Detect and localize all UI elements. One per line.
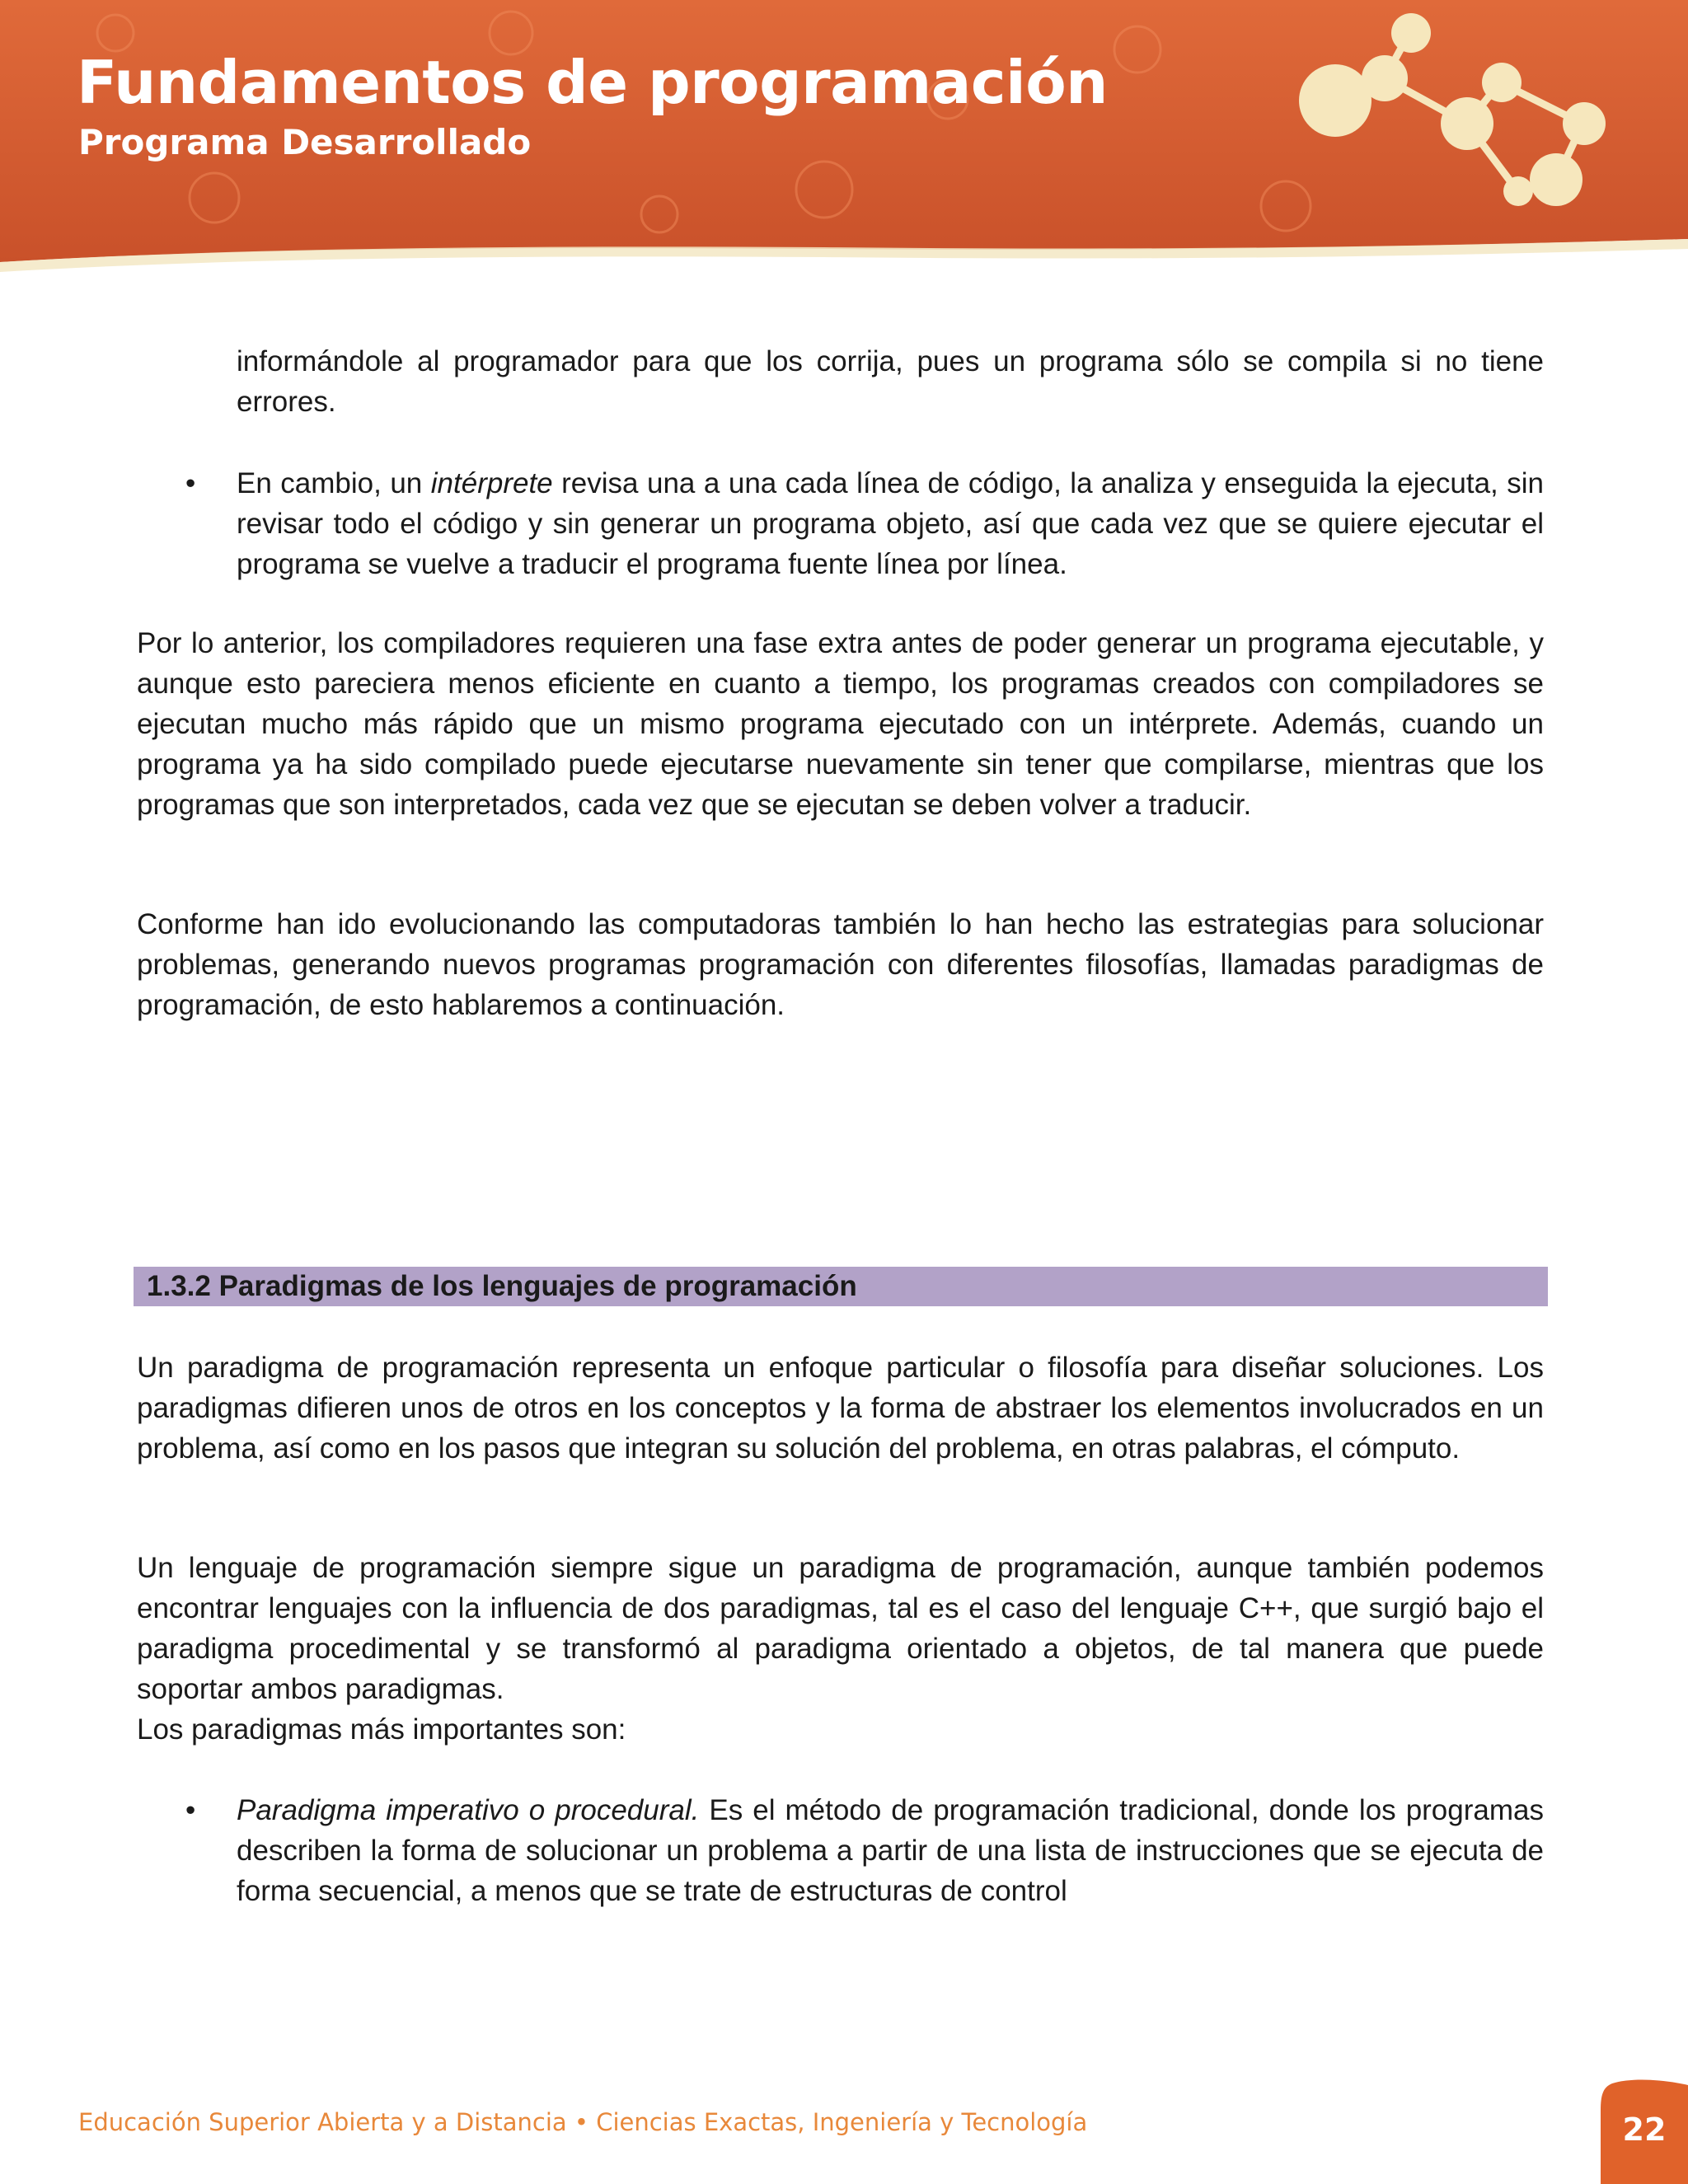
paragraph-paradigm-definition [137, 1347, 1544, 1469]
paragraph-language [137, 1548, 1544, 1750]
bullet-marker: • [185, 1794, 196, 1826]
continuation-paragraph [237, 341, 1544, 422]
page-subtitle: Programa Desarrollado [78, 122, 532, 162]
section-heading: 1.3.2 Paradigmas de los lenguajes de programación [147, 1270, 857, 1302]
paragraph-compilers-text: Por lo anterior, los compiladores requieren una fase extra antes de poder generar un programa ejecutable, y aunque esto pareciera menos eficiente en cuanto a tiempo, los programas creados con compiladores se ejecutan mucho más rápido que un mismo programa ejecutado con un intérprete. Además, cuando un programa ya ha sido compilado puede ejecutarse nuevamente sin tener que compilarse, mientras que los programas que son interpretados, cada vez que se ejecutan se deben volver a traducir. [137, 627, 1544, 821]
paragraph-paradigm-definition-text: Un paradigma de programación representa un enfoque particular o filosofía para diseñar soluciones. Los paradigmas difieren unos de otros en los conceptos y la forma de abstraer los elementos involucrados en un problema, así como en los pasos que integran su solución del problema, en otras palabras, el cómputo. [137, 1352, 1544, 1465]
footer-text: Educación Superior Abierta y a Distancia • Ciencias Exactas, Ingeniería y Tecnología [78, 2108, 1088, 2136]
bullet-interpreter-before: En cambio, un [237, 467, 431, 499]
paragraph-language-text: Un lenguaje de programación siempre sigue un paradigma de programación, aunque también podemos encontrar lenguajes con la influencia de dos paradigmas, tal es el caso del lenguaje C++, que surgió bajo el paradigma procedimental y se transformó al paradigma orientado a objetos, de tal manera que puede soportar ambos paradigmas. [137, 1552, 1544, 1705]
page-number: 22 [1622, 2111, 1667, 2148]
page-title: Fundamentos de programación [77, 48, 1108, 117]
bullet-marker: • [185, 467, 196, 499]
paragraph-compilers [137, 623, 1544, 825]
bullet-imperative-emphasis: Paradigma imperativo o procedural. [237, 1794, 700, 1826]
paragraph-evolution-text: Conforme han ido evolucionando las computadoras también lo han hecho las estrategias para solucionar problemas, generando nuevos programas programación con diferentes filosofías, llamadas paradigmas de programación, de esto hablaremos a continuación. [137, 908, 1544, 1021]
bullet-imperative-after: Es el método de programación tradicional, donde los programas describen la forma de solucionar un problema a partir de una lista de instrucciones que se ejecuta de forma secuencial, a menos que se trate de estructuras de control [237, 1794, 1544, 1907]
header-banner [0, 0, 1688, 280]
continuation-text: informándole al programador para que los corrija, pues un programa sólo se compila si no tiene errores. [237, 345, 1544, 418]
bullet-imperative [237, 1790, 1544, 1911]
bullet-interpreter [237, 463, 1544, 584]
paragraph-list-intro: Los paradigmas más importantes son: [137, 1713, 626, 1746]
bullet-interpreter-after: revisa una a una cada línea de código, la analiza y enseguida la ejecuta, sin revisar todo el código y sin generar un programa objeto, así que cada vez que se quiere ejecutar el programa se vuelve a traducir el programa fuente línea por línea. [237, 467, 1544, 580]
paragraph-evolution [137, 904, 1544, 1025]
bullet-interpreter-emphasis: intérprete [430, 467, 553, 499]
